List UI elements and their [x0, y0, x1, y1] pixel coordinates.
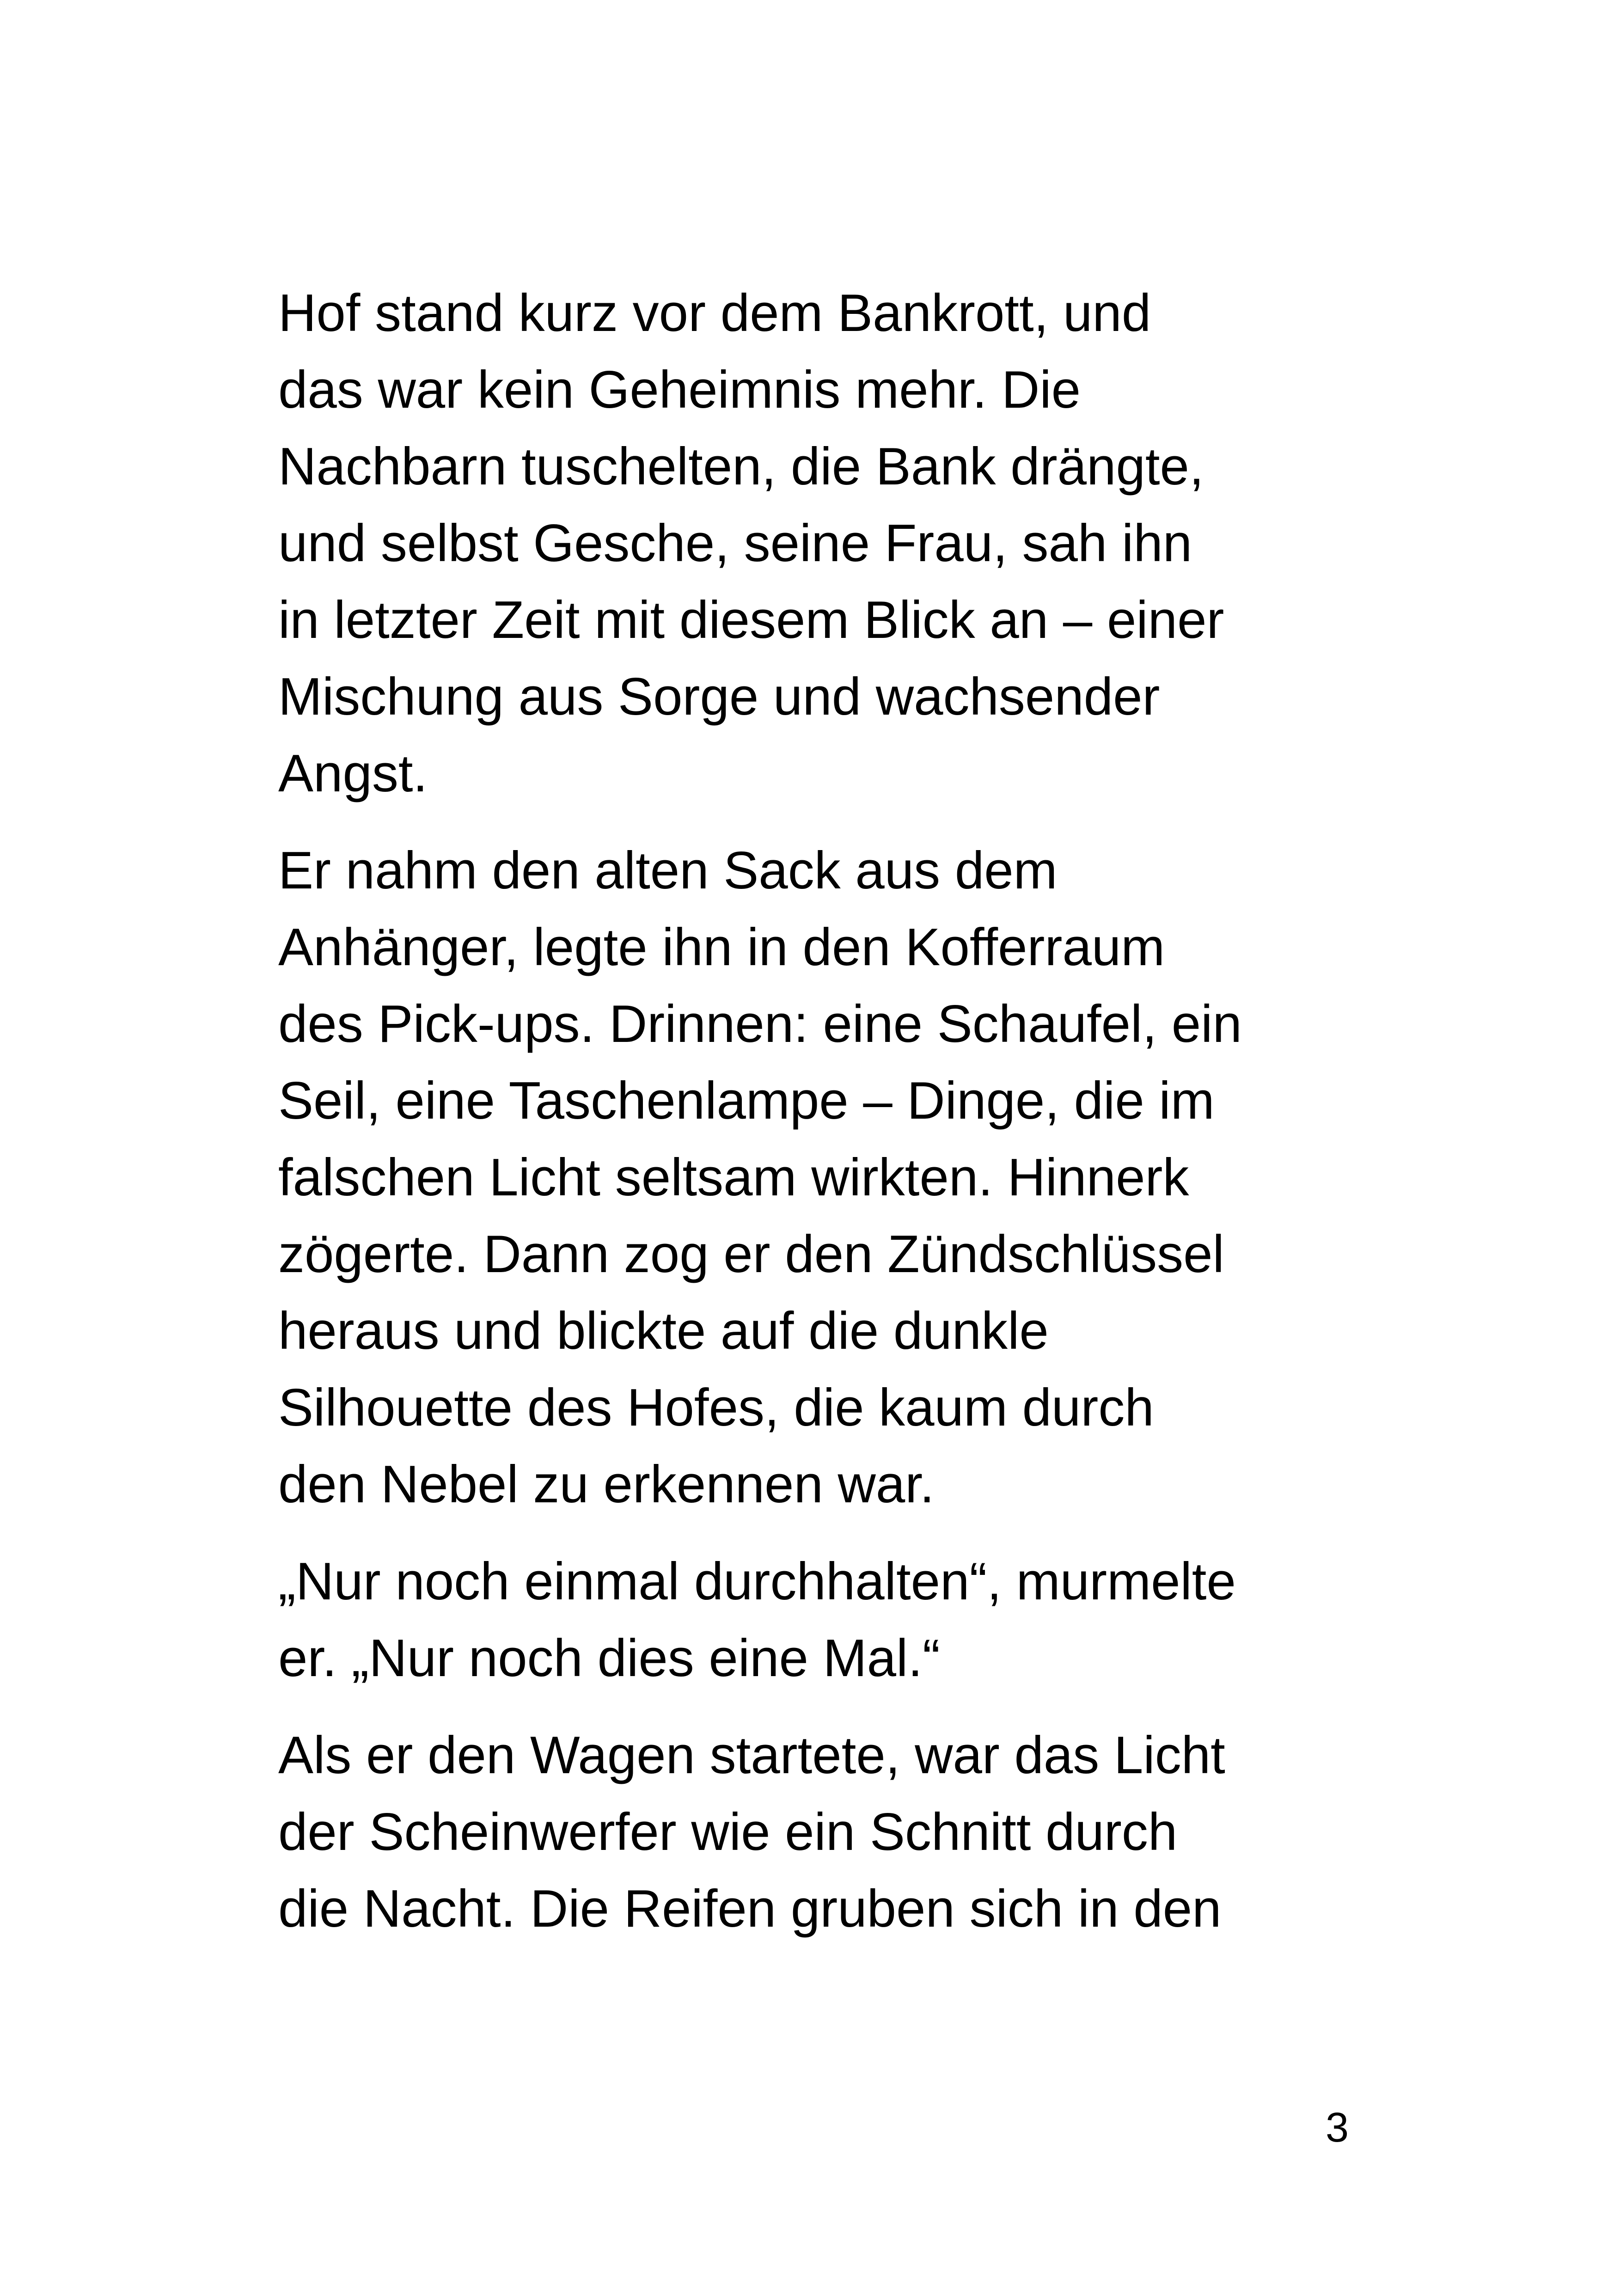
text-line: „Nur noch einmal durchhalten“, murmelte [278, 1552, 1236, 1611]
text-line: zögerte. Dann zog er den Zündschlüssel [278, 1225, 1224, 1284]
paragraph-1 [278, 275, 1351, 812]
text-line: des Pick-ups. Drinnen: eine Schaufel, ein [278, 995, 1242, 1053]
text-line: Anhänger, legte ihn in den Kofferraum [278, 918, 1165, 977]
paragraph-2 [278, 833, 1351, 1523]
text-line: falschen Licht seltsam wirkten. Hinnerk [278, 1148, 1189, 1207]
body-text [278, 275, 1351, 1947]
text-line: er. „Nur noch dies eine Mal.“ [278, 1629, 940, 1688]
text-line: Silhouette des Hofes, die kaum durch [278, 1378, 1154, 1437]
paragraph-3 [278, 1543, 1351, 1697]
text-line: den Nebel zu erkennen war. [278, 1455, 935, 1514]
paragraph-spacer [278, 812, 1351, 833]
text-line: Mischung aus Sorge und wachsender [278, 667, 1160, 726]
text-line: das war kein Geheimnis mehr. Die [278, 361, 1081, 419]
text-line: heraus und blickte auf die dunkle [278, 1302, 1049, 1360]
text-line: Seil, eine Taschenlampe – Dinge, die im [278, 1071, 1215, 1130]
paragraph-spacer [278, 1697, 1351, 1717]
text-line: Angst. [278, 744, 428, 803]
text-line: und selbst Gesche, seine Frau, sah ihn [278, 514, 1192, 573]
text-line: Hof stand kurz vor dem Bankrott, und [278, 284, 1151, 343]
text-line: Nachbarn tuschelten, die Bank drängte, [278, 437, 1204, 496]
text-line: in letzter Zeit mit diesem Blick an – einer [278, 591, 1224, 649]
text-line: Er nahm den alten Sack aus dem [278, 841, 1058, 900]
paragraph-4 [278, 1717, 1351, 1947]
text-line: Als er den Wagen startete, war das Licht [278, 1726, 1225, 1785]
paragraph-spacer [278, 1523, 1351, 1543]
text-line: die Nacht. Die Reifen gruben sich in den [278, 1880, 1222, 1938]
text-line: der Scheinwerfer wie ein Schnitt durch [278, 1803, 1178, 1861]
page-number: 3 [1325, 2105, 1349, 2151]
